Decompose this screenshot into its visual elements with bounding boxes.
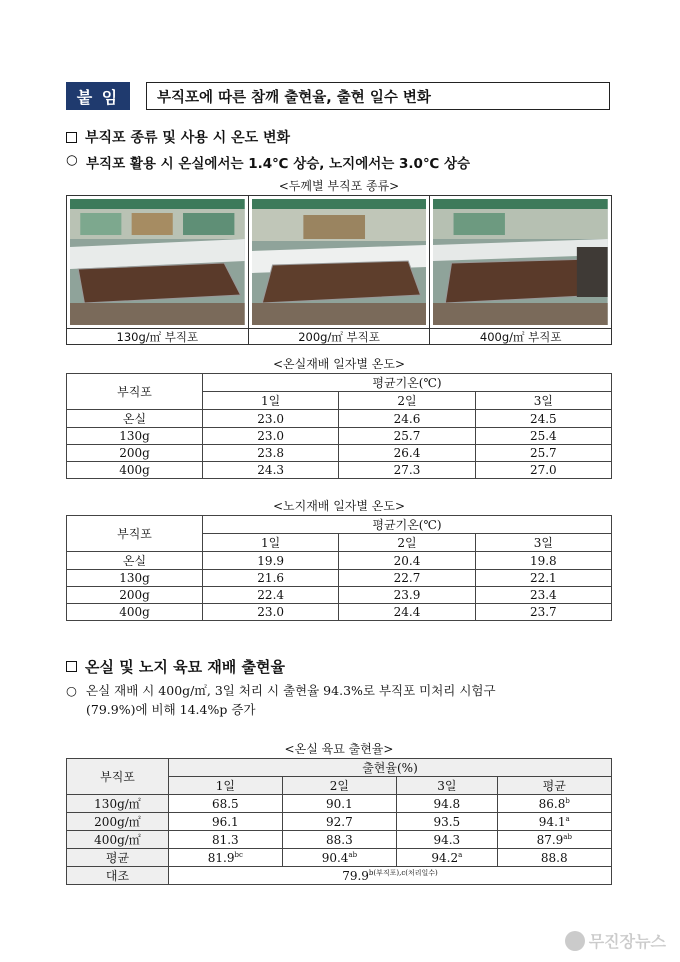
group-label: 출현율(%) — [169, 759, 612, 777]
table-cell: 94.8 — [397, 795, 497, 813]
table-row — [67, 849, 612, 867]
emergence-table — [66, 758, 612, 885]
table-cell: 22.7 — [339, 570, 475, 587]
avg-header: 평균 — [497, 777, 611, 795]
table-cell: 88.3 — [282, 831, 396, 849]
table-cell: 94.2$^a$ — [397, 849, 497, 867]
row-label: 400g/㎡ — [67, 831, 169, 849]
table-row — [67, 462, 612, 479]
table-cell: 96.1 — [169, 813, 283, 831]
photo-table — [66, 195, 612, 345]
photo-caption: <두께별 부직포 종류> — [278, 179, 400, 193]
table-row — [67, 428, 612, 445]
table-cell: 23.9 — [339, 587, 475, 604]
photo-label-130g: 130g/㎡ 부직포 — [67, 329, 249, 345]
table-row — [67, 587, 612, 604]
table-cell: 90.1 — [282, 795, 396, 813]
table-cell: 94.1$^a$ — [497, 813, 611, 831]
table-cell: 81.9$^{bc}$ — [169, 849, 283, 867]
table-cell: 25.7 — [475, 445, 611, 462]
day-header: 1일 — [203, 392, 339, 410]
document-header — [66, 82, 610, 110]
table-cell: 86.8$^b$ — [497, 795, 611, 813]
table-cell: 19.8 — [475, 552, 611, 570]
photo-400g — [430, 196, 611, 328]
table-cell: 26.4 — [339, 445, 475, 462]
table-cell: 24.6 — [339, 410, 475, 428]
day-header: 2일 — [339, 392, 475, 410]
table-cell: 24.5 — [475, 410, 611, 428]
emergence-caption: <온실 육묘 출현율> — [284, 742, 394, 756]
photo-label-200g: 200g/㎡ 부직포 — [249, 329, 431, 345]
table-cell: 93.5 — [397, 813, 497, 831]
row-label: 200g/㎡ — [67, 813, 169, 831]
col-label: 부직포 — [67, 374, 203, 410]
table-cell: 88.8 — [497, 849, 611, 867]
table-cell: 92.7 — [282, 813, 396, 831]
table-cell: 23.0 — [203, 604, 339, 621]
checkbox-square-icon — [66, 132, 77, 143]
day-header: 3일 — [475, 392, 611, 410]
row-label: 130g — [67, 428, 203, 445]
table-cell: 23.7 — [475, 604, 611, 621]
table-row — [67, 795, 612, 813]
row-label: 400g — [67, 462, 203, 479]
field-temp-caption: <노지재배 일자별 온도> — [272, 499, 406, 513]
table-cell: 23.8 — [203, 445, 339, 462]
table-cell: 19.9 — [203, 552, 339, 570]
row-label: 평균 — [67, 849, 169, 867]
photo-130g — [67, 196, 249, 328]
table-cell: 25.7 — [339, 428, 475, 445]
group-label: 평균기온(℃) — [203, 516, 612, 534]
table-row — [67, 570, 612, 587]
group-label: 평균기온(℃) — [203, 374, 612, 392]
document-title: 부직포에 따른 참깨 출현율, 출현 일수 변화 — [146, 82, 610, 110]
row-label: 대조 — [67, 867, 169, 885]
table-cell: 22.4 — [203, 587, 339, 604]
photo-200g — [249, 196, 431, 328]
table-cell: 21.6 — [203, 570, 339, 587]
section1-bullet: ○ 부직포 활용 시 온실에서는 1.4℃ 상승, 노지에서는 3.0℃ 상승 — [66, 152, 471, 172]
table-cell: 94.3 — [397, 831, 497, 849]
table-row — [67, 867, 612, 885]
table-cell: 27.3 — [339, 462, 475, 479]
photo-label-400g: 400g/㎡ 부직포 — [479, 330, 562, 344]
section-heading-2: 온실 및 노지 육묘 재배 출현율 — [66, 656, 285, 677]
greenhouse-temp-caption: <온실재배 일자별 온도> — [272, 357, 406, 371]
table-row — [67, 831, 612, 849]
table-cell: 24.3 — [203, 462, 339, 479]
section2-bullet: ○ 온실 재배 시 400g/㎡, 3일 처리 시 출현율 94.3%로 부직포 미처리 시험구 (79.9%)에 비해 14.4%p 증가 — [66, 683, 496, 717]
control-cell: $79.9^{b(부직포),c(처리일수)}$ — [169, 867, 612, 885]
table-cell: 81.3 — [169, 831, 283, 849]
row-label: 온실 — [67, 552, 203, 570]
row-label: 온실 — [67, 410, 203, 428]
watermark-logo-icon — [565, 931, 585, 951]
table-cell: 23.4 — [475, 587, 611, 604]
watermark: 무진장뉴스 — [565, 929, 666, 952]
table-row — [67, 813, 612, 831]
day-header: 1일 — [203, 534, 339, 552]
table-cell: 23.0 — [203, 428, 339, 445]
table-cell: 68.5 — [169, 795, 283, 813]
row-label: 130g/㎡ — [67, 795, 169, 813]
attachment-badge: 붙 임 — [66, 82, 130, 110]
table-cell: 27.0 — [475, 462, 611, 479]
col-label: 부직포 — [67, 516, 203, 552]
table-cell: 23.0 — [203, 410, 339, 428]
row-label: 200g — [67, 587, 203, 604]
table-row — [67, 445, 612, 462]
field-temp-table — [66, 515, 612, 621]
table-row — [67, 552, 612, 570]
day-header: 3일 — [397, 777, 497, 795]
row-label: 400g — [67, 604, 203, 621]
row-label: 130g — [67, 570, 203, 587]
table-cell: 87.9$^{ab}$ — [497, 831, 611, 849]
table-cell: 24.4 — [339, 604, 475, 621]
table-row — [67, 410, 612, 428]
day-header: 3일 — [475, 534, 611, 552]
table-cell: 22.1 — [475, 570, 611, 587]
day-header: 1일 — [169, 777, 283, 795]
row-label: 200g — [67, 445, 203, 462]
section-heading-1: 부직포 종류 및 사용 시 온도 변화 — [66, 127, 290, 147]
greenhouse-temp-table — [66, 373, 612, 479]
table-cell: 25.4 — [475, 428, 611, 445]
table-cell: 20.4 — [339, 552, 475, 570]
day-header: 2일 — [282, 777, 396, 795]
table-cell: 90.4$^{ab}$ — [282, 849, 396, 867]
col-label: 부직포 — [67, 759, 169, 795]
table-row — [67, 604, 612, 621]
checkbox-square-icon — [66, 661, 77, 672]
day-header: 2일 — [339, 534, 475, 552]
